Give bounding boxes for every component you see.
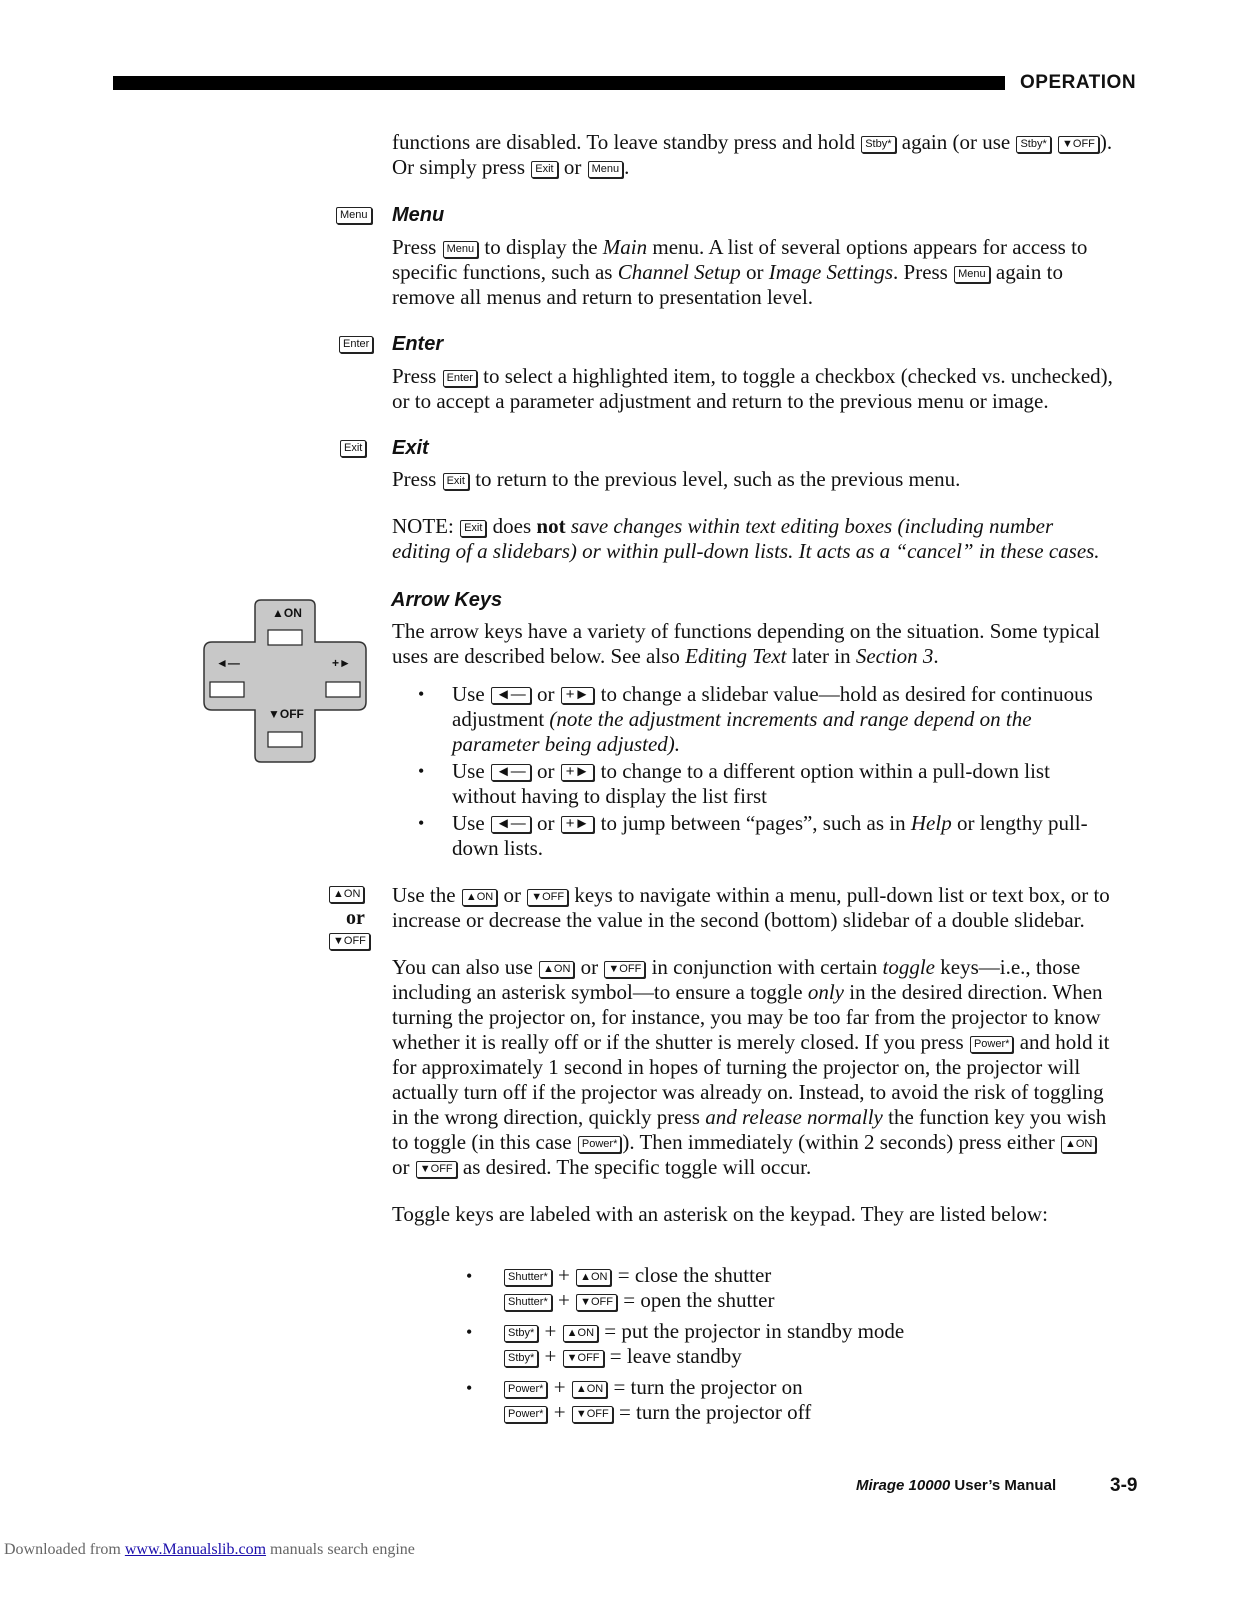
arrow-bullet-2-line-2: without having to display the list first [452,784,767,808]
arrow-bullet-3-line-2: down lists. [452,836,544,860]
keypad-plus-label: +► [332,656,351,670]
text: Use [452,811,485,835]
text: (note the adjustment increments and range depend on the [549,707,1032,731]
text: Press [392,235,437,259]
margin-enter-key-icon: Enter [339,336,373,353]
updown-p2-line-8 [392,1130,1097,1155]
updown-p2-line-4 [392,1030,1110,1055]
text: = open the shutter [623,1288,775,1312]
arrow-bullet-3-line-1 [452,811,1088,836]
shutter-key-icon: Shutter* [504,1269,552,1286]
bullet: • [466,1266,473,1286]
off-key-icon [268,732,302,747]
text: or lengthy pull- [956,811,1088,835]
text: = leave standby [609,1344,742,1368]
minus-key-icon: ◄— [491,816,531,833]
keypad-off-label: ▼OFF [268,707,304,721]
text: Or simply press [392,155,525,179]
text: toggle [882,955,936,979]
page-number: 3-9 [1110,1475,1138,1496]
exit-key-icon: Exit [443,473,469,490]
text: Downloaded from [4,1541,125,1558]
text: Section 3 [855,644,934,668]
menu-line-3: remove all menus and return to presentation level. [392,285,814,309]
text: + [558,1263,570,1287]
on-key-icon: ▲ON [539,961,574,978]
stby-key-icon: Stby* [504,1325,538,1342]
menu-line-2 [392,260,1063,285]
manualslib-link[interactable]: www.Manualslib.com [124,1541,267,1558]
off-key-icon: ▼OFF [416,1161,457,1178]
updown-p1-line-2: increase or decrease the value in the second (bottom) slidebar of a double slidebar. [392,908,1085,932]
text: uses are described below. See also [392,644,680,668]
enter-section-title: Enter [392,333,444,355]
menu-key-icon: Menu [443,241,479,258]
text: and release normally [705,1105,883,1129]
plus-key-icon: +► [561,816,595,833]
power-key-icon: Power* [970,1036,1013,1053]
updown-p2-line-5: for approximately 1 second in hopes of turning the projector on, the projector will [392,1055,1081,1079]
text: + [558,1288,570,1312]
text: to display the [484,235,598,259]
text: . [624,155,630,179]
text: save changes within text editing boxes (including number [570,514,1054,538]
note-line-1 [392,514,1053,539]
text: functions are disabled. To leave standby press and hold [392,130,855,154]
text: + [544,1344,557,1368]
text: including an asterisk symbol—to ensure a toggle [392,980,803,1004]
stby-key-icon: Stby* [861,136,895,153]
text: Use [452,759,485,783]
text: adjustment [452,707,545,731]
keypad-minus-label: ◄— [216,656,240,670]
footer-manual-title [856,1477,1056,1494]
margin-off-key-icon: ▼OFF [329,933,370,950]
updown-p1-line-1 [392,883,1110,908]
menu-key-icon: Menu [954,266,990,283]
text: only [807,980,844,1004]
off-key-icon: ▼OFF [576,1294,617,1311]
text: + [553,1375,566,1399]
text: to change a slidebar value—hold as desired for continuous [600,682,1093,706]
text: Mirage 10000 [856,1477,951,1494]
off-key-icon: ▼OFF [563,1350,604,1367]
text: Press [392,467,437,491]
text: = close the shutter [617,1263,772,1287]
arrow-bullet-1-line-1 [452,682,1093,707]
margin-exit-key-icon: Exit [340,440,366,457]
text: Channel Setup [617,260,741,284]
exit-key-icon: Exit [531,161,557,178]
exit-line-1 [392,467,960,492]
download-notice [4,1541,415,1559]
text: + [553,1400,566,1424]
bullet: • [466,1322,473,1342]
text: in the desired direction. When [849,980,1103,1004]
toggle-power-off [503,1400,811,1425]
text: or [537,759,555,783]
text: Press [392,364,437,388]
intro-line-1 [392,130,1112,155]
enter-line-2: or to accept a parameter adjustment and return to the previous menu or image. [392,389,1049,413]
plus-key-icon [326,682,360,697]
text: or [537,682,555,706]
text: Image Settings [768,260,894,284]
power-key-icon: Power* [504,1381,547,1398]
on-key-icon: ▲ON [576,1269,611,1286]
power-key-icon: Power* [504,1406,547,1423]
text: whether it is really off or if the shutter is merely closed. If you press [392,1030,964,1054]
stby-key-icon: Stby* [504,1350,538,1367]
arrow-bullet-1-line-3: parameter being adjusted). [452,732,681,756]
on-key-icon: ▲ON [563,1325,598,1342]
text: later in [791,644,851,668]
text: or [537,811,555,835]
section-header-title: OPERATION [1020,72,1137,93]
arrow-line-1: The arrow keys have a variety of functions depending on the situation. Some typical [392,619,1100,643]
text: You can also use [392,955,533,979]
text: manuals search engine [266,1541,415,1558]
text: or [746,260,764,284]
toggle-power-on [503,1375,803,1400]
minus-key-icon: ◄— [491,687,531,704]
text: Use [452,682,485,706]
margin-menu-key-icon: Menu [336,207,372,224]
plus-key-icon: +► [561,687,595,704]
toggle-shutter-off [503,1288,774,1313]
margin-or-label: or [346,907,365,929]
header-rule [113,76,1005,90]
off-key-icon: ▼OFF [527,889,568,906]
text: not [536,514,566,538]
text: again (or use [901,130,1011,154]
updown-p2-line-1 [392,955,1080,980]
text: to jump between “pages”, such as in [600,811,906,835]
menu-key-icon: Menu [588,161,624,178]
text: in conjunction with certain [651,955,878,979]
arrow-bullet-1-line-2 [452,707,1032,732]
text: keys to navigate within a menu, pull-down list or text box, or to [574,883,1110,907]
text: to change to a different option within a pull-down list [600,759,1050,783]
text: or [563,155,582,179]
power-key-icon: Power* [578,1136,621,1153]
text: the function key you wish [888,1105,1107,1129]
text: . Press [893,260,948,284]
text: or [580,955,599,979]
text: to select a highlighted item, to toggle a checkbox (checked vs. unchecked), [483,364,1113,388]
text: or [392,1155,410,1179]
off-key-icon: ▼OFF [1058,136,1099,153]
arrow-keys-section-title: Arrow Keys [391,589,503,611]
text: = put the projector in standby mode [604,1319,905,1343]
text: menu. A list of several options appears for access to [652,235,1088,259]
note-line-2: editing of a slidebars) or within pull-down lists. It acts as a “cancel” in these cases. [392,539,1100,563]
enter-line-1 [392,364,1113,389]
text: again to [995,260,1063,284]
on-key-icon: ▲ON [1061,1136,1096,1153]
text: = turn the projector on [613,1375,803,1399]
exit-key-icon: Exit [460,520,486,537]
on-key-icon [268,630,302,645]
text: and hold it [1019,1030,1110,1054]
text: Main [602,235,648,259]
bullet: • [466,1378,473,1398]
off-key-icon: ▼OFF [604,961,645,978]
text: does [492,514,532,538]
updown-p3: Toggle keys are labeled with an asterisk on the keypad. They are listed below: [392,1202,1048,1226]
text: Use the [392,883,456,907]
updown-p2-line-3: turning the projector on, for instance, you may be too far from the projector to know [392,1005,1101,1029]
plus-key-icon: +► [561,764,595,781]
text: User’s Manual [950,1477,1057,1494]
updown-p2-line-7 [392,1105,1106,1130]
bullet: • [418,813,425,833]
enter-key-icon: Enter [443,370,477,387]
text: or [503,883,521,907]
bullet: • [418,761,425,781]
stby-key-icon: Stby* [1016,136,1050,153]
text: keys—i.e., those [940,955,1081,979]
text: to toggle (in this case [392,1130,572,1154]
toggle-stby-off [503,1344,742,1369]
menu-line-1 [392,235,1087,260]
text: Editing Text [685,644,787,668]
text: ). Then immediately (within 2 seconds) press either [622,1130,1055,1154]
menu-section-title: Menu [392,204,445,226]
minus-key-icon [210,682,244,697]
margin-on-key-icon: ▲ON [329,886,364,903]
toggle-shutter-on [503,1263,771,1288]
text: NOTE: [392,514,454,538]
toggle-stby-on [503,1319,904,1344]
off-key-icon: ▼OFF [572,1406,613,1423]
text: = turn the projector off [618,1400,812,1424]
text: as desired. The specific toggle will occur. [462,1155,812,1179]
arrow-line-2 [392,644,939,669]
text: ). [1099,130,1113,154]
text: specific functions, such as [392,260,613,284]
shutter-key-icon: Shutter* [504,1294,552,1311]
arrow-bullet-2-line-1 [452,759,1050,784]
text: in the wrong direction, quickly press [392,1105,700,1129]
updown-p2-line-6: actually turn off if the projector was already on. Instead, to avoid the risk of toggling [392,1080,1104,1104]
keypad-on-label: ▲ON [272,606,302,620]
exit-section-title: Exit [392,437,429,459]
updown-p2-line-2 [392,980,1103,1005]
text: to return to the previous level, such as the previous menu. [475,467,961,491]
text: . [933,644,939,668]
on-key-icon: ▲ON [572,1381,607,1398]
minus-key-icon: ◄— [491,764,531,781]
arrow-keypad-illustration [200,598,370,764]
text: Help [910,811,952,835]
updown-p2-line-9 [392,1155,811,1180]
bullet: • [418,684,425,704]
on-key-icon: ▲ON [462,889,497,906]
intro-line-2 [392,155,629,180]
text: + [544,1319,557,1343]
